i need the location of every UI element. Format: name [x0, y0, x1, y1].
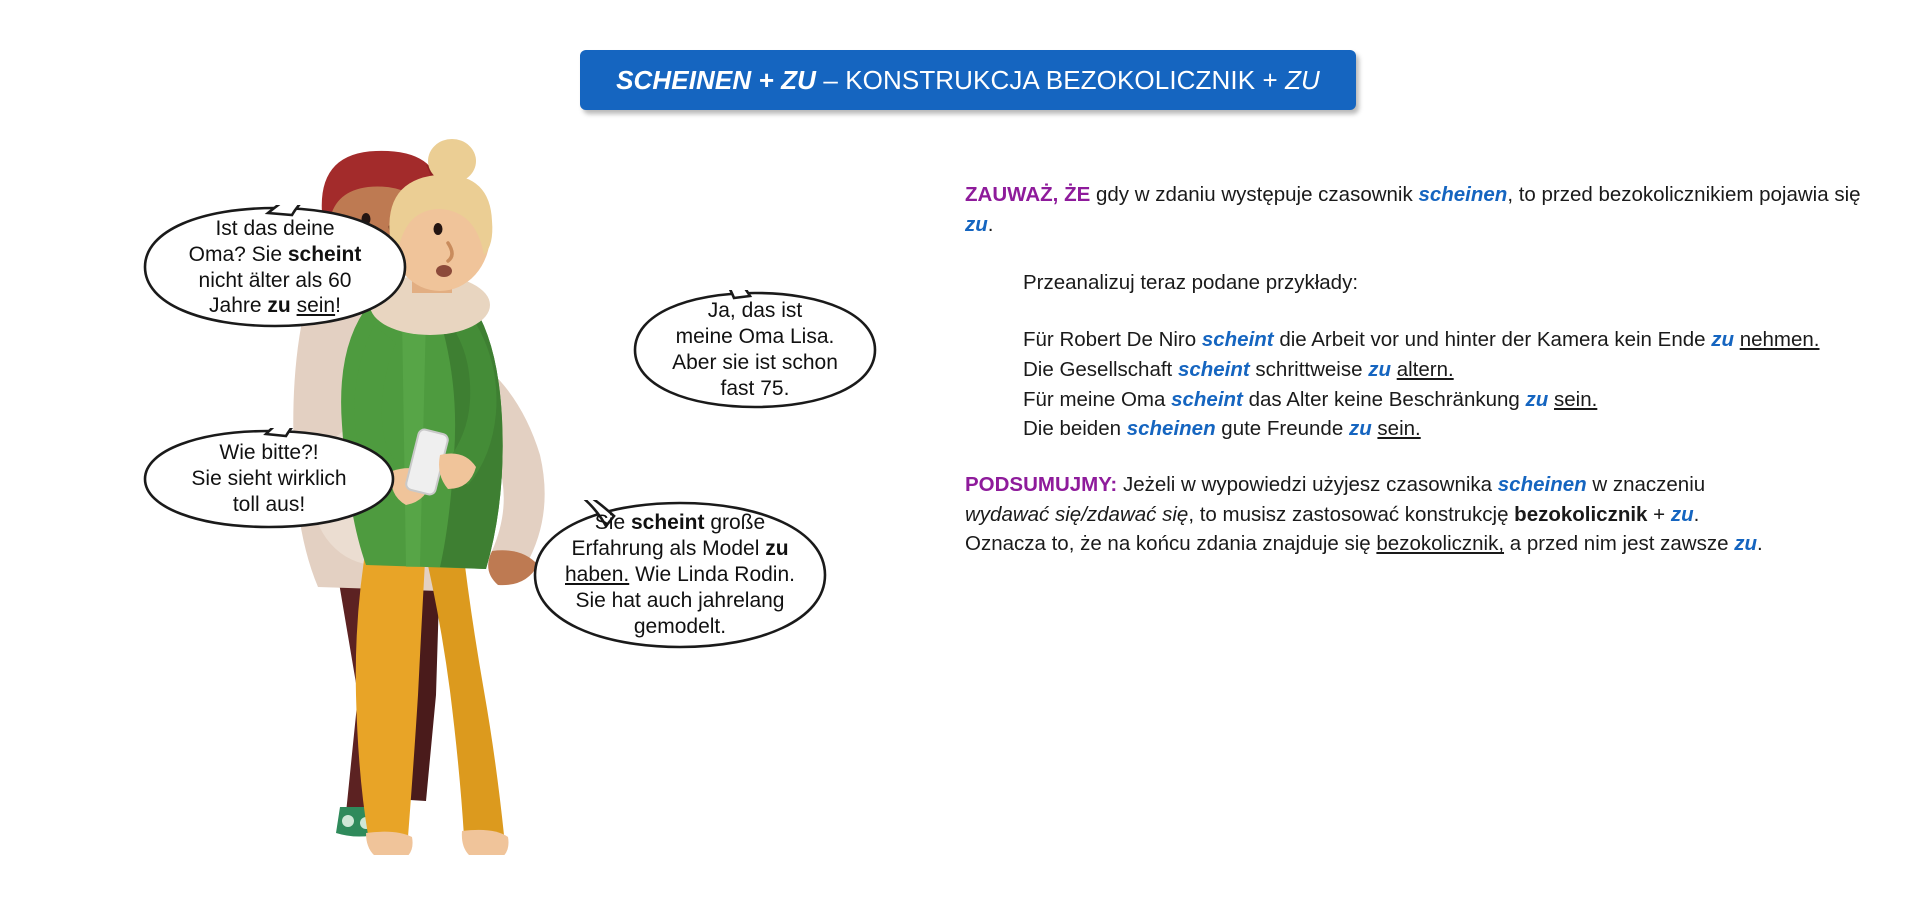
bubble-4-text	[530, 500, 830, 650]
bubble-2-text	[630, 290, 880, 410]
woman-eye	[434, 223, 443, 235]
notice-header: ZAUWAŻ, ŻE	[965, 183, 1091, 206]
bubble-line: Sie scheint große	[594, 511, 766, 535]
notice-keyword-zu: zu	[965, 212, 988, 236]
bubble-line: Sie hat auch jahrelang	[575, 588, 785, 612]
bubble-line: toll aus!	[232, 492, 306, 516]
notice-part3: .	[987, 212, 994, 236]
title-rest-italic: ZU	[1285, 64, 1320, 95]
example-gesellschaft: Die Gesellschaft scheint schrittweise zu altern.	[1023, 357, 1454, 381]
bubble-line: Aber sie ist schon	[672, 351, 838, 374]
woman-mouth	[436, 265, 452, 277]
example-oma: Für meine Oma scheint das Alter keine Beschränkung zu sein.	[1023, 387, 1598, 411]
examples-list	[1023, 325, 1885, 444]
instruction-text: Przeanalizuj teraz podane przykłady:	[1023, 271, 1359, 295]
bubble-line: fast 75.	[720, 376, 790, 400]
spacer-c	[965, 444, 1885, 470]
speech-bubble-woman-answer	[630, 290, 880, 410]
spacer-b	[965, 298, 1885, 325]
woman-foot-left	[366, 832, 413, 855]
bubble-line: Ja, das ist	[707, 299, 803, 323]
notice-paragraph	[965, 180, 1885, 239]
title-keyword: SCHEINEN + ZU	[616, 64, 817, 95]
summary-line-1: PODSUMUJMY: Jeżeli w wypowiedzi użyjesz czasownika scheinen w znaczeniu	[965, 473, 1706, 497]
example-beiden: Die beiden scheinen gute Freunde zu sein.	[1023, 417, 1421, 441]
bubble-line: Sie sieht wirklich	[191, 467, 347, 491]
speech-bubble-man-reaction	[140, 428, 398, 530]
man-shoe-detail-a	[342, 815, 354, 827]
notice-part1: gdy w zdaniu występuje czasownik	[1090, 183, 1419, 206]
summary-line-2: wydawać się/zdawać się, to musisz zastosować konstrukcję bezokolicznik + zu.	[965, 502, 1700, 526]
summary-line-3: Oznacza to, że na końcu zdania znajduje się bezokolicznik, a przed nim jest zawsze zu.	[965, 532, 1763, 556]
bubble-line: Jahre zu sein!	[209, 294, 341, 318]
bubble-1-text	[140, 205, 410, 330]
summary-block	[965, 470, 1885, 559]
bubble-line: gemodelt.	[633, 614, 727, 638]
notice-keyword-scheinen: scheinen	[1418, 183, 1508, 206]
bubble-line: meine Oma Lisa.	[675, 325, 835, 349]
title-dash: –	[816, 64, 846, 95]
woman-foot-right	[462, 830, 509, 855]
example-de-niro: Für Robert De Niro scheint die Arbeit vor und hinter der Kamera kein Ende zu nehmen.	[1023, 328, 1820, 352]
speech-bubble-woman-explain	[530, 500, 830, 650]
title-rest: KONSTRUKCJA BEZOKOLICZNIK +	[845, 64, 1286, 95]
bubble-line: Ist das deine	[215, 216, 335, 240]
bubble-line: nicht älter als 60	[198, 268, 352, 292]
bubble-line: Wie bitte?!	[219, 441, 319, 465]
woman-hair-bun	[428, 139, 476, 183]
bubble-line: Erfahrung als Model zu	[571, 537, 789, 561]
bubble-line: Oma? Sie scheint	[188, 242, 362, 266]
bubble-3-text	[140, 428, 398, 530]
speech-bubble-man-question	[140, 205, 410, 330]
notice-part2: , to przed bezokolicznikiem pojawia się	[1507, 183, 1861, 206]
title-banner	[580, 50, 1356, 110]
spacer-a	[965, 239, 1885, 268]
explanation-column	[965, 180, 1885, 559]
bubble-line: haben. Wie Linda Rodin.	[565, 563, 795, 587]
title-banner-text	[616, 65, 1320, 96]
